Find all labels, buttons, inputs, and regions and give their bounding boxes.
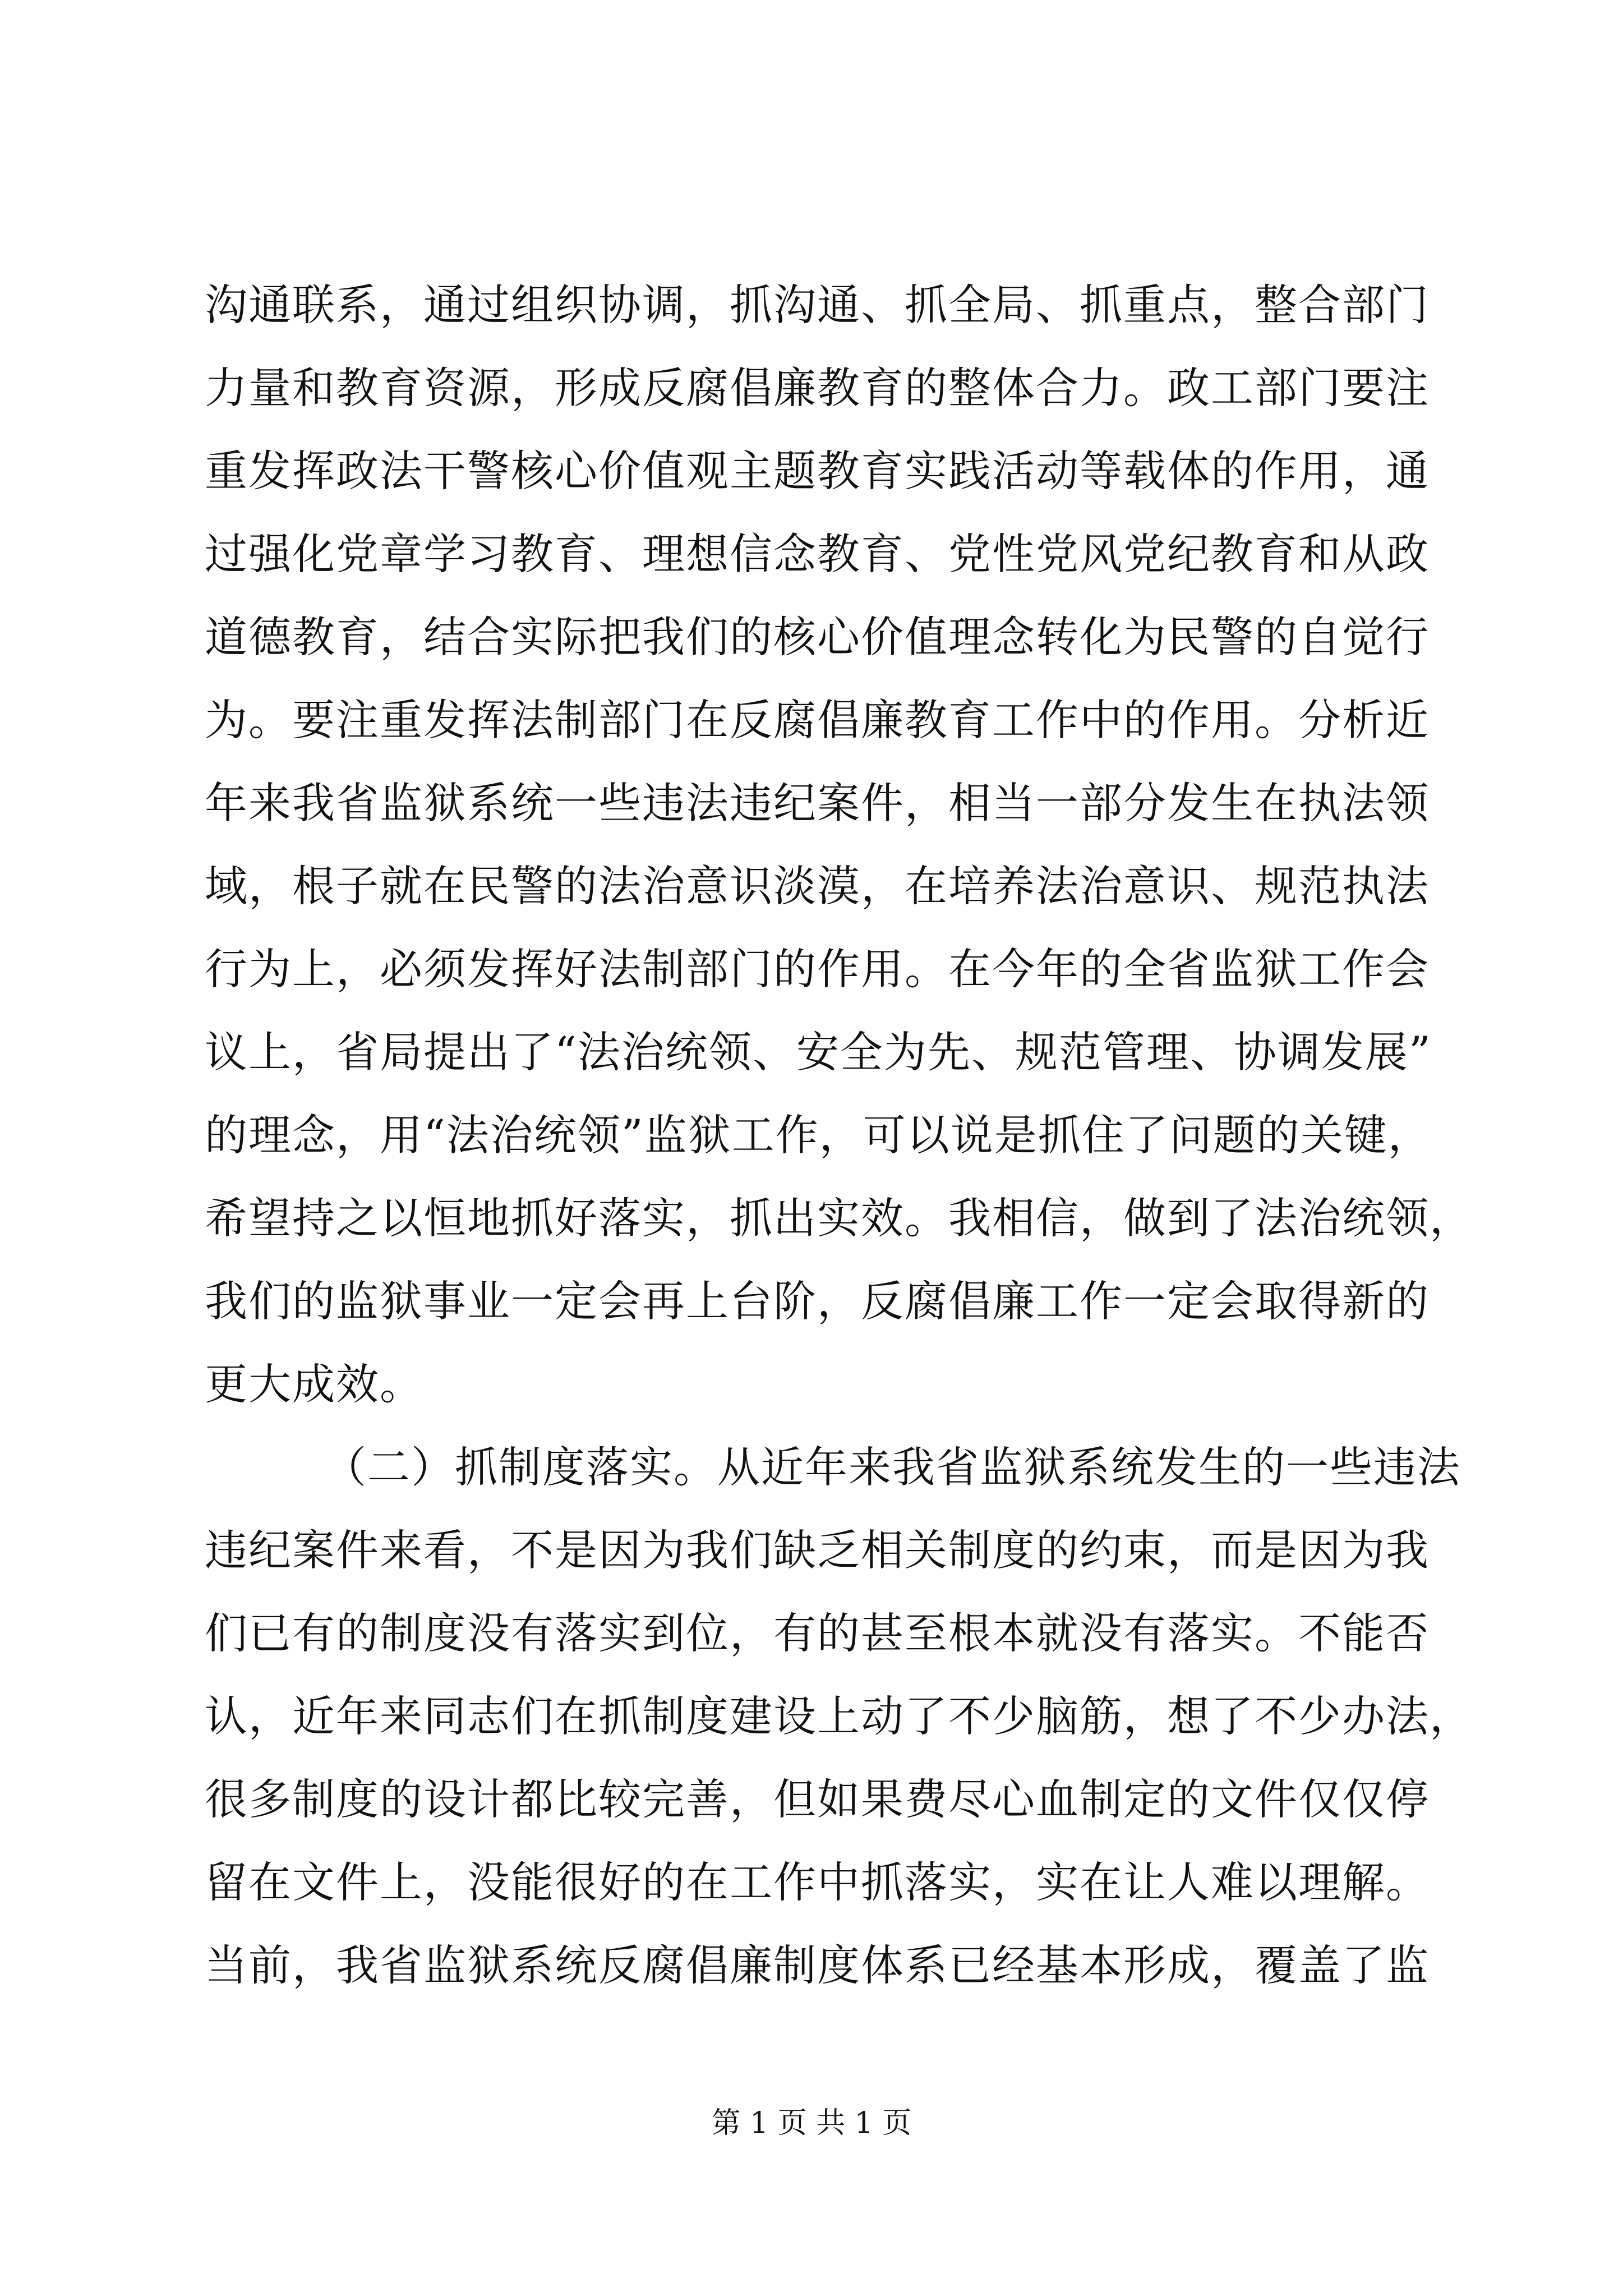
text-line: 我们的监狱事业一定会再上台阶，反腐倡廉工作一定会取得新的 (205, 1276, 1430, 1326)
text-line: 违纪案件来看，不是因为我们缺乏相关制度的约束，而是因为我 (205, 1525, 1430, 1575)
text-line: 域，根子就在民警的法治意识淡漠，在培养法治意识、规范执法 (205, 861, 1430, 911)
text-line: 年来我省监狱系统一些违法违纪案件，相当一部分发生在执法领 (205, 778, 1430, 828)
text-line: 的理念，用“法治统领”监狱工作，可以说是抓住了问题的关键， (205, 1110, 1432, 1160)
text-line: 留在文件上，没能很好的在工作中抓落实，实在让人难以理解。 (205, 1857, 1430, 1907)
text-line: 当前，我省监狱系统反腐倡廉制度体系已经基本形成，覆盖了监 (205, 1940, 1430, 1990)
text-line: 认，近年来同志们在抓制度建设上动了不少脑筋，想了不少办法， (205, 1691, 1473, 1741)
paragraph-start-line: （二）抓制度落实。从近年来我省监狱系统发生的一些违法 (324, 1442, 1461, 1492)
text-line: 议上，省局提出了“法治统领、安全为先、规范管理、协调发展” (205, 1027, 1432, 1077)
text-line: 过强化党章学习教育、理想信念教育、党性党风党纪教育和从政 (205, 529, 1430, 579)
text-line: 们已有的制度没有落实到位，有的甚至根本就没有落实。不能否 (205, 1608, 1430, 1658)
text-line: 沟通联系，通过组织协调，抓沟通、抓全局、抓重点，整合部门 (205, 280, 1430, 330)
text-line: 更大成效。 (205, 1359, 423, 1409)
text-line: 为。要注重发挥法制部门在反腐倡廉教育工作中的作用。分析近 (205, 695, 1430, 745)
text-line: 力量和教育资源，形成反腐倡廉教育的整体合力。政工部门要注 (205, 363, 1430, 413)
text-line: 希望持之以恒地抓好落实，抓出实效。我相信，做到了法治统领， (205, 1193, 1473, 1243)
page-number-label: 第 1 页 共 1 页 (711, 2106, 912, 2140)
text-line: 重发挥政法干警核心价值观主题教育实践活动等载体的作用，通 (205, 446, 1430, 496)
text-line: 道德教育，结合实际把我们的核心价值理念转化为民警的自觉行 (205, 612, 1430, 662)
text-line: 很多制度的设计都比较完善，但如果费尽心血制定的文件仅仅停 (205, 1774, 1430, 1824)
document-body (205, 264, 1473, 2007)
text-line: 行为上，必须发挥好法制部门的作用。在今年的全省监狱工作会 (205, 944, 1430, 994)
page-footer (0, 2101, 1623, 2146)
